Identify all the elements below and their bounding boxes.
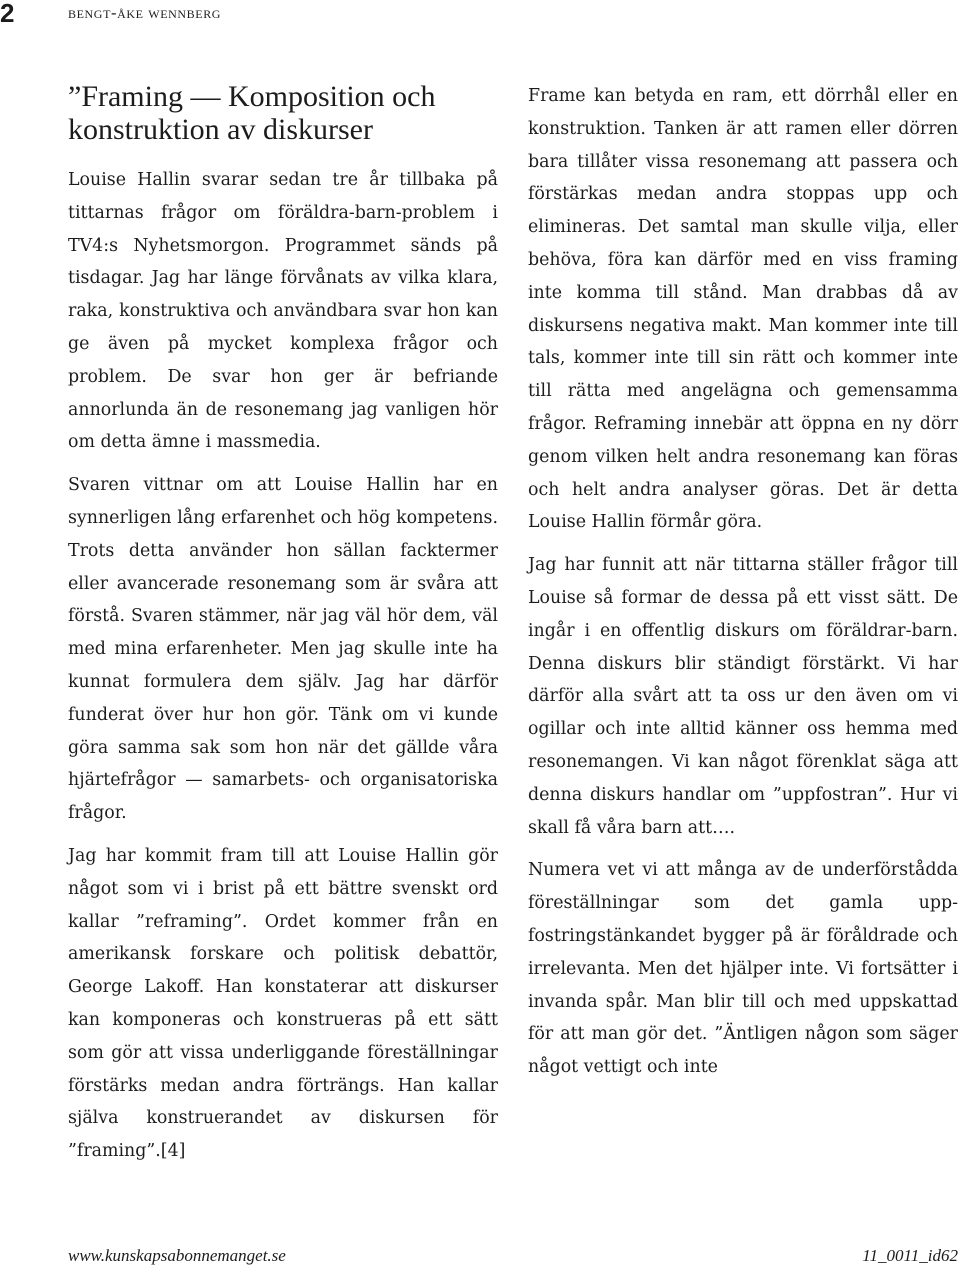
body-paragraph: Jag har funnit att när tittarna ställer frågor till Louise så formar de dessa på ett visst sätt. De ingår i en offentlig diskurs om föräldrar-barn. Denna diskurs blir ständigt förstärkt. Vi har därför alla svårt att ta oss ur den även om vi ogillar och inte alltid känner oss hemma med resonemangen. Vi kan något förenklat säga att denna diskurs handlar om ”uppfostran”. Hur vi skall få våra barn att….: [528, 555, 958, 838]
body-paragraph: Louise Hallin svarar sedan tre år tillbaka på tittarnas frågor om föräldra-barn-problem i TV4:s Nyhetsmorgon. Programmet sänds på tisdagar. Jag har länge förvånats av vilka klara, raka, konstruktiva och användbara svar hon kan ge även på mycket komplexa frågor och problem. De svar hon ger är befriande annorlunda än de resonemang jag vanligen hör om detta ämne i massmedia.: [68, 170, 498, 453]
footer-document-id: 11_0011_id62: [862, 1246, 958, 1265]
body-paragraph: Numera vet vi att många av de underförstådda föreställningar som det gamla uppfostringstänkandet bygger på är föråldrade och irrelevanta. Men det hjälper inte. Vi fortsätter i invanda spår. Man blir till och med uppskattad för att man gör det. ”Äntligen någon som säger något vettigt och inte: [528, 860, 958, 1078]
body-paragraph: Frame kan betyda en ram, ett dörrhål eller en konstruktion. Tanken är att ramen eller dörren bara tillåter vissa resonemang att passera och förstärkas medan andra stoppas upp och elimineras. Det samtal man skulle vilja, eller behöva, föra kan därför med en viss framing inte komma till stånd. Man drabbas då av diskursens negativa makt. Man kommer inte till tals, kommer inte till sin rätt och kommer inte till rätta med angelägna och gemensamma frågor. Reframing innebär att öppna en ny dörr genom vilken helt andra resonemang kan föras och helt andra analyser göras. Det är detta Louise Hallin förmår göra.: [528, 86, 958, 533]
running-head-author: bengt-åke wennberg: [68, 3, 222, 22]
footer-website-link[interactable]: www.kunskapsabonnemanget.se: [68, 1246, 286, 1265]
body-paragraph: Jag har kommit fram till att Louise Hallin gör något som vi i brist på ett bättre svenskt ord kallar ”reframing”. Ordet kommer från en amerikansk forskare och politisk debattör, George Lakoff. Han konstaterar att diskurser kan komponeras och konstrueras på ett sätt som gör att vissa underliggande föreställningar förstärks medan andra förträngs. Han kallar själva konstruerandet av diskursen för ”framing”.[4]: [68, 845, 498, 1162]
left-column: [68, 80, 498, 1178]
page-number: 2: [0, 0, 15, 28]
article-title: ”Framing — Komposition och konstruktion av diskurser: [68, 80, 436, 146]
right-column: [528, 80, 958, 1094]
body-paragraph: Svaren vittnar om att Louise Hallin har en synnerligen lång erfarenhet och hög kompetens. Trots detta använder hon sällan facktermer eller avancerade resonemang som är svåra att förstå. Svaren stämmer, när jag väl hör dem, väl med mina erfarenheter. Men jag skulle inte ha kunnat formulera dem själv. Jag har därför funderat över hur hon gör. Tänk om vi kunde göra samma sak som hon när det gällde våra hjärtefrågor — samarbets- och organisatoriska frågor.: [68, 475, 498, 824]
